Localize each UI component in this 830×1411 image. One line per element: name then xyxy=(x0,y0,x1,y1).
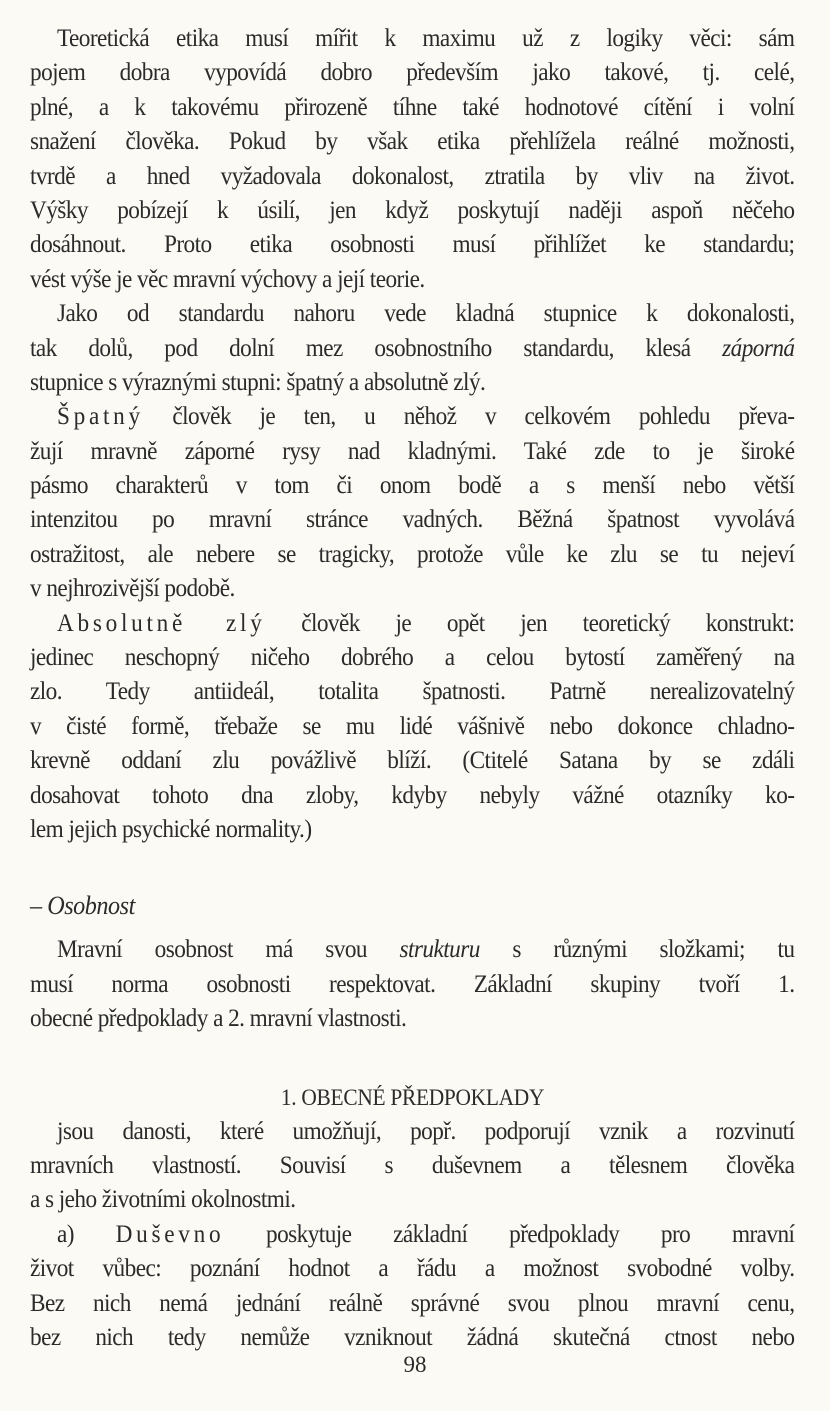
text-line xyxy=(30,607,794,641)
text-line: vést výše je věc mravní výchovy a její teorie. xyxy=(30,265,425,293)
text-line: stupnice s výraznými stupni: špatný a absolutně zlý. xyxy=(30,368,486,396)
text-line: a s jeho životními okolnostmi. xyxy=(30,1186,296,1214)
paragraph-general-prerequisites xyxy=(30,1115,795,1218)
book-page xyxy=(30,22,795,1355)
emphasis-strukturu: strukturu xyxy=(399,936,480,964)
text-run: člověk je opět jen teoretický konstrukt: xyxy=(265,609,795,637)
section-title: 1. OBECNÉ PŘEDPOKLADY xyxy=(280,1084,545,1110)
text-line: musí norma osobnosti respektovat. Základní skupiny tvoří 1. xyxy=(30,970,795,998)
page-number: 98 xyxy=(403,1352,427,1377)
text-line: jsou danosti, které umožňují, popř. podporují vznik a rozvinutí xyxy=(56,1117,795,1145)
spaced-term-dusevno: Duševno xyxy=(115,1220,225,1248)
text-run: Mravní osobnost má svou xyxy=(56,936,400,964)
spacer xyxy=(30,847,795,889)
text-line: tvrdě a hned vyžadovala dokonalost, ztratila by vliv na život. xyxy=(30,162,795,190)
paragraph-bad-person xyxy=(30,400,795,606)
subheading-osobnost: – Osobnost xyxy=(30,891,135,921)
text-line: lem jejich psychické normality.) xyxy=(30,815,312,843)
paragraph-osobnost xyxy=(30,933,795,1036)
text-line: v nejhrozivější podobě. xyxy=(30,575,235,603)
text-line: dosahovat tohoto dna zloby, kdyby nebyly vážné otazníky ko- xyxy=(30,781,795,809)
list-marker: a) xyxy=(56,1220,116,1248)
text-line: Teoretická etika musí mířit k maximu už z logiky věci: sám xyxy=(56,25,795,52)
emphasis-zaporna: záporná xyxy=(722,334,795,362)
text-line: jedinec neschopný ničeho dobrého a celou bytostí zaměřený na xyxy=(30,644,795,672)
text-line: Bez nich nemá jednání reálně správné svou plnou mravní cenu, xyxy=(30,1289,795,1317)
text-line: pásmo charakterů v tom či onom bodě a s menší nebo větší xyxy=(30,472,795,500)
spacer xyxy=(30,1037,795,1081)
text-line: Jako od standardu nahoru vede kladná stupnice k dokonalosti, xyxy=(56,300,795,328)
text-line xyxy=(30,1218,794,1252)
text-line xyxy=(30,332,794,366)
text-line: obecné předpoklady a 2. mravní vlastnosti. xyxy=(30,1005,407,1033)
paragraph-dusevno xyxy=(30,1218,795,1356)
text-line: bez nich tedy nemůže vzniknout žádná skutečná ctnost nebo xyxy=(30,1323,795,1351)
text-line: žují mravně záporné rysy nad kladnými. Také zde to je široké xyxy=(30,437,795,465)
text-run: s různými složkami; tu xyxy=(479,936,795,964)
spacer xyxy=(30,923,795,933)
paragraph-absolutely-evil xyxy=(30,607,795,848)
text-line: život vůbec: poznání hodnot a řádu a možnost svobodné volby. xyxy=(30,1255,795,1283)
text-line: zlo. Tedy antiideál, totalita špatnosti. Patrně nerealizovatelný xyxy=(30,678,795,706)
text-line: intenzitou po mravní stránce vadných. Běžná špatnost vyvolává xyxy=(30,506,795,534)
spaced-term-spatny: Špatný xyxy=(56,403,144,431)
text-line xyxy=(30,400,794,434)
text-run: člověk je ten, u něhož v celkovém pohledu převa- xyxy=(143,403,795,431)
paragraph-negative-scale xyxy=(30,297,795,400)
text-line: v čisté formě, třebaže se mu lidé vášnivě nebo dokonce chladno- xyxy=(30,712,795,740)
text-run: poskytuje základní předpoklady pro mravní xyxy=(224,1220,795,1248)
spaced-term-absolutne-zly: Absolutně zlý xyxy=(56,609,266,637)
text-line: snažení člověka. Pokud by však etika přehlížela reálné možnosti, xyxy=(30,128,795,156)
text-line: plné, a k takovému přirozeně tíhne také hodnotové cítění i volní xyxy=(30,93,795,121)
text-line: ostražitost, ale nebere se tragicky, protože vůle ke zlu se tu nejeví xyxy=(30,540,795,568)
paragraph-theoretical-ethics xyxy=(30,22,795,297)
text-line: dosáhnout. Proto etika osobnosti musí přihlížet ke standardu; xyxy=(30,231,795,259)
text-line xyxy=(30,933,794,967)
text-line: krevně oddaní zlu povážlivě blíží. (Ctitelé Satana by se zdáli xyxy=(30,747,795,775)
text-run: tak dolů, pod dolní mez osobnostního standardu, klesá xyxy=(30,334,723,362)
text-line: mravních vlastností. Souvisí s duševnem a tělesnem člověka xyxy=(30,1151,795,1179)
text-line: Výšky pobízejí k úsilí, jen když poskytují naději aspoň něčeho xyxy=(30,196,795,224)
text-line: pojem dobra vypovídá dobro především jako takové, tj. celé, xyxy=(30,59,795,87)
